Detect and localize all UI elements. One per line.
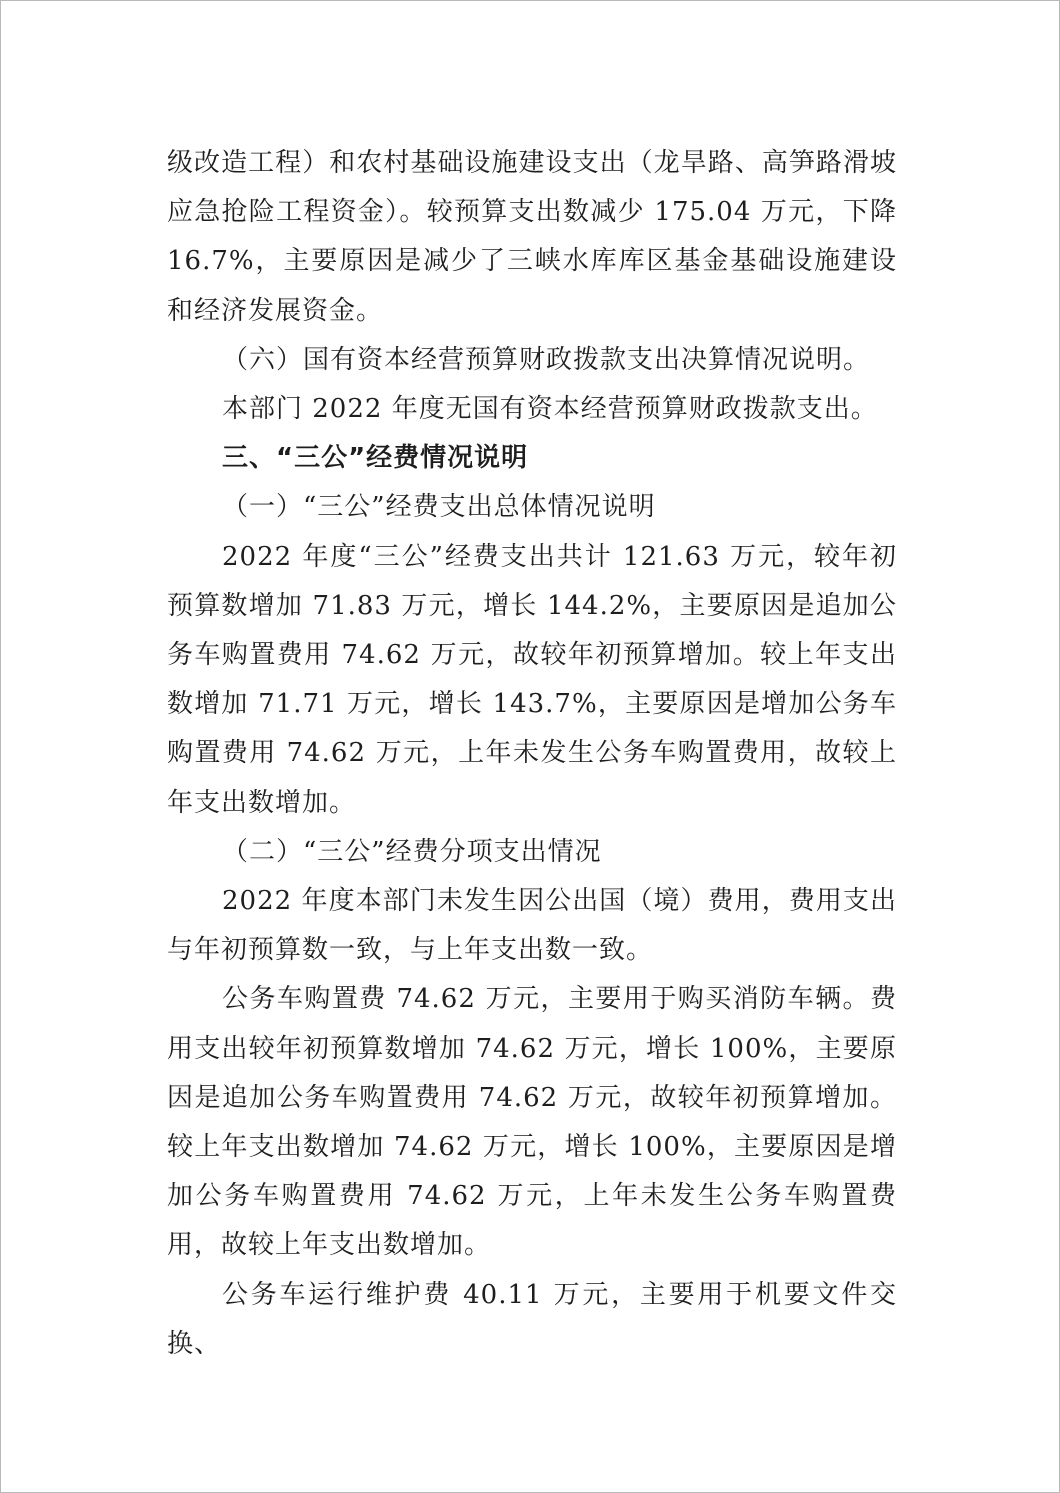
document-body (167, 139, 897, 1369)
paragraph-section-6: （六）国有资本经营预算财政拨款支出决算情况说明。 (222, 344, 871, 375)
paragraph-continuation: 级改造工程）和农村基础设施建设支出（龙旱路、高笋路滑坡应急抢险工程资金）。较预算支出数减少 175.04 万元，下降 16.7%，主要原因是减少了三峡水库库区基金基础设施建设和经济发展资金。 (167, 148, 897, 326)
paragraph-overall-expenditure: 2022 年度“三公”经费支出共计 121.63 万元，较年初预算数增加 71.83 万元，增长 144.2%，主要原因是追加公务车购置费用 74.62 万元，故较年初预算增加。较上年支出数增加 71.71 万元，增长 143.7%，主要原因是增加公务车购置费用 74.62 万元，上年未发生公务车购置费用，故较上年支出数增加。 (167, 541, 897, 818)
paragraph-vehicle-purchase: 公务车购置费 74.62 万元，主要用于购买消防车辆。费用支出较年初预算数增加 74.62 万元，增长 100%，主要原因是追加公务车购置费用 74.62 万元，故较年初预算增加。较上年支出数增加 74.62 万元，增长 100%，主要原因是增加公务车购置费用 74.62 万元，上年未发生公务车购置费用，故较上年支出数增加。 (167, 984, 897, 1261)
paragraph-vehicle-maintenance: 公务车运行维护费 40.11 万元，主要用于机要文件交换、 (167, 1279, 897, 1359)
subheading-itemized: （二）“三公”经费分项支出情况 (222, 836, 602, 867)
paragraph-no-state-capital-expenditure: 本部门 2022 年度无国有资本经营预算财政拨款支出。 (222, 394, 878, 425)
section-heading-three-public: 三、“三公”经费情况说明 (222, 443, 529, 474)
paragraph-overseas-travel: 2022 年度本部门未发生因公出国（境）费用，费用支出与年初预算数一致，与上年支出数一致。 (167, 886, 897, 966)
subheading-overall: （一）“三公”经费支出总体情况说明 (222, 492, 656, 523)
